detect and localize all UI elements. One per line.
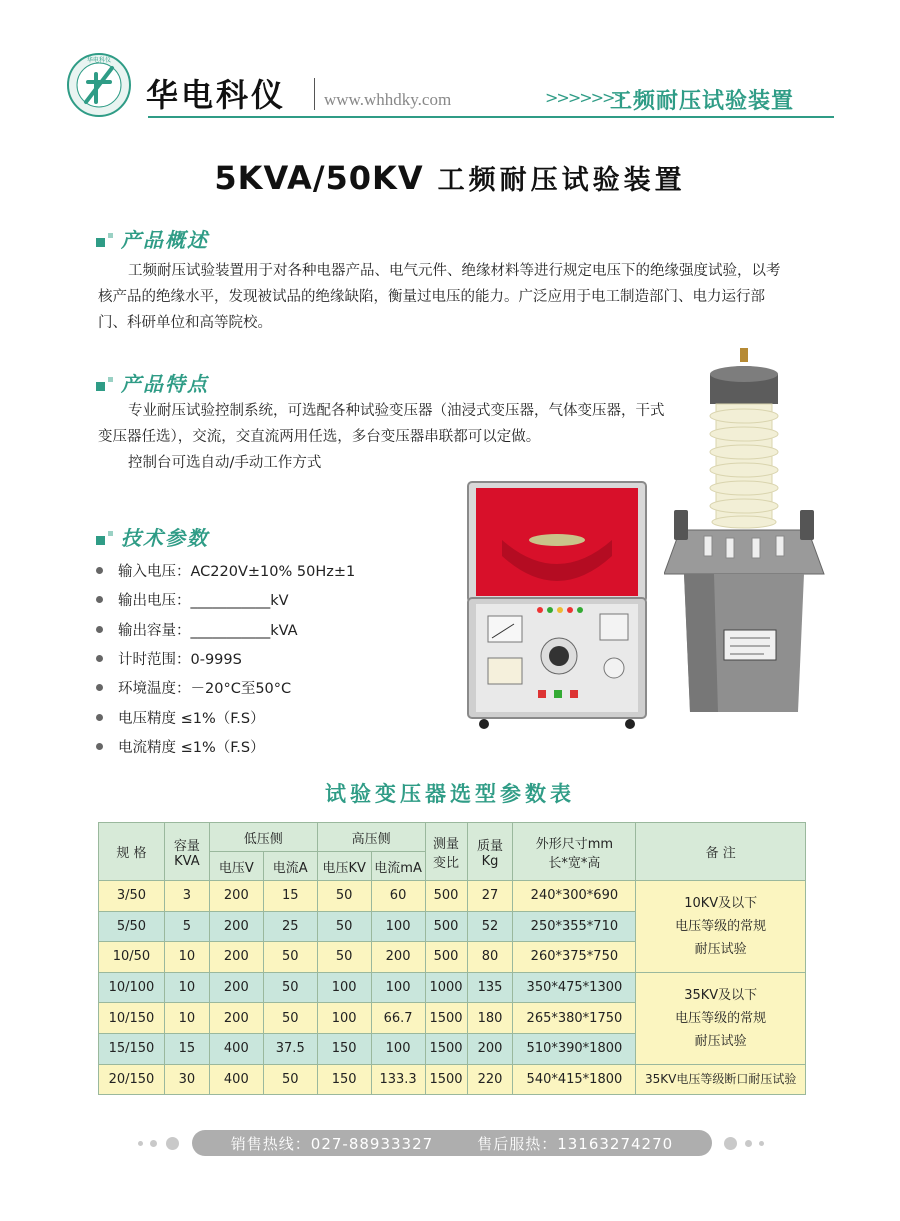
title-name: 工频耐压试验装置 (437, 165, 686, 196)
table-row: 10/100 10 200 50 100 100 1000 135 350*475*1300 35KV及以下 电压等级的常规 耐压试验 (99, 972, 806, 1003)
params-title: 技术参数 (121, 526, 209, 550)
section-bullet-icon (108, 377, 113, 382)
col-header-ratio: 测量 变比 (425, 823, 467, 881)
company-logo-icon (66, 52, 132, 118)
param-item: 输出容量：___________kVA (96, 615, 456, 644)
page-header (0, 0, 900, 140)
section-bullet-icon (108, 233, 113, 238)
control-console-image (462, 478, 652, 734)
bullet-icon (96, 596, 103, 603)
brand-name: 华电科仪 (146, 76, 287, 114)
col-header-hv-current: 电流mA (371, 852, 425, 881)
param-item: 环境温度：－20°C至50°C (96, 673, 456, 702)
header-divider (314, 78, 315, 110)
table-row: 15/150 15 400 37.5 150 100 1500 200 510*390*1800 (99, 1033, 806, 1064)
param-list (96, 556, 456, 761)
col-header-mass: 质量 Kg (467, 823, 513, 881)
col-header-lv-voltage: 电压V (209, 852, 263, 881)
page-footer (0, 1130, 900, 1158)
bullet-icon (96, 743, 103, 750)
params-heading (96, 522, 209, 551)
header-rule (148, 116, 834, 118)
col-header-lv-current: 电流A (263, 852, 317, 881)
param-item: 输入电压：AC220V±10% 50Hz±1 (96, 556, 456, 585)
page-title (0, 158, 900, 197)
features-mode: 控制台可选自动/手动工作方式 (128, 455, 322, 471)
features-text (98, 398, 678, 476)
table-title: 试验变压器选型参数表 (325, 782, 575, 806)
dot-icon (166, 1137, 179, 1150)
col-header-high-side: 高压侧 (317, 823, 425, 852)
dot-icon (724, 1137, 737, 1150)
overview-body: 工频耐压试验装置用于对各种电器产品、电气元件、绝缘材料等进行规定电压下的绝缘强度试验，以考核产品的绝缘水平，发现被试品的绝缘缺陷，衡量过电压的能力。广泛应用于电工制造部门、电力运行部门、科研单位和高等院校。 (98, 263, 781, 331)
note-35kv-break: 35KV电压等级断口耐压试验 (636, 1064, 806, 1095)
param-item: 电压精度 ≤1%（F.S） (96, 702, 456, 731)
service-hotline: 售后服热：13163274270 (477, 1134, 674, 1153)
col-header-dims: 外形尺寸mm 长*宽*高 (513, 823, 636, 881)
spec-table (98, 822, 806, 1095)
note-group-10kv: 10KV及以下 电压等级的常规 耐压试验 (636, 881, 806, 973)
sales-hotline: 销售热线：027-88933327 (230, 1134, 434, 1153)
overview-heading (96, 224, 209, 253)
note-group-35kv: 35KV及以下 电压等级的常规 耐压试验 (636, 972, 806, 1064)
dot-icon (745, 1140, 752, 1147)
dot-icon (759, 1141, 764, 1146)
logo-text: 华电科仪 (86, 57, 112, 64)
overview-title: 产品概述 (121, 228, 209, 252)
param-item: 输出电压：___________kV (96, 585, 456, 614)
table-row: 10/50 10 200 50 50 200 500 80 260*375*750 (99, 942, 806, 973)
header-product-name: 工频耐压试验装置 (610, 89, 795, 114)
table-row: 5/50 5 200 25 50 100 500 52 250*355*710 (99, 911, 806, 942)
section-bullet-icon (108, 531, 113, 536)
dot-icon (150, 1140, 157, 1147)
col-header-spec: 规 格 (99, 823, 165, 881)
section-bullet-icon (96, 536, 105, 545)
website-url[interactable]: www.whhdky.com (324, 90, 452, 109)
table-row: 10/150 10 200 50 100 66.7 1500 180 265*380*1750 (99, 1003, 806, 1034)
dot-icon (138, 1141, 143, 1146)
col-header-note: 备 注 (636, 823, 806, 881)
table-row: 3/50 3 200 15 50 60 500 27 240*300*690 10KV及以下 电压等级的常规 耐压试验 (99, 881, 806, 912)
bullet-icon (96, 626, 103, 633)
col-header-capacity: 容量 KVA (164, 823, 209, 881)
bullet-icon (96, 567, 103, 574)
param-item: 计时范围：0-999S (96, 644, 456, 673)
section-bullet-icon (96, 238, 105, 247)
features-body: 专业耐压试验控制系统，可选配各种试验变压器（油浸式变压器，气体变压器，干式变压器任选），交流，交直流两用任选，多台变压器串联都可以定做。 (98, 403, 665, 445)
features-title: 产品特点 (121, 372, 209, 396)
section-bullet-icon (96, 382, 105, 391)
col-header-hv-voltage: 电压KV (317, 852, 371, 881)
param-item: 电流精度 ≤1%（F.S） (96, 732, 456, 761)
chevrons-icon: >>>>>>> (545, 88, 625, 107)
table-row: 20/150 30 400 50 150 133.3 1500 220 540*415*1800 35KV电压等级断口耐压试验 (99, 1064, 806, 1095)
overview-text (98, 258, 788, 336)
bullet-icon (96, 714, 103, 721)
features-heading (96, 368, 209, 397)
col-header-low-side: 低压侧 (209, 823, 317, 852)
title-model: 5KVA/50KV (214, 159, 424, 197)
test-transformer-image (664, 344, 834, 716)
bullet-icon (96, 655, 103, 662)
contact-bar (192, 1130, 712, 1156)
bullet-icon (96, 684, 103, 691)
